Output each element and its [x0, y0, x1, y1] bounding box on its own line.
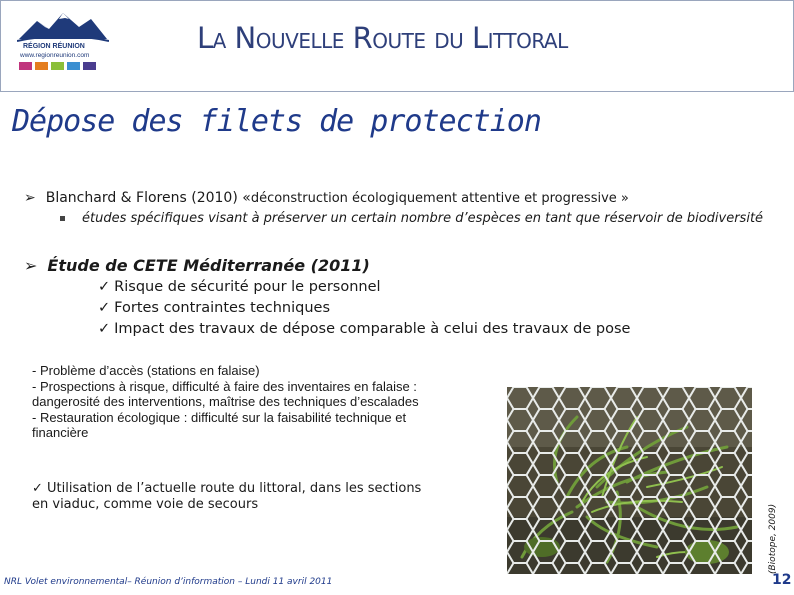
- swatch-2: [35, 62, 48, 70]
- logo-website: www.regionreunion.com: [20, 52, 90, 59]
- check-icon: ✓: [32, 481, 43, 496]
- banner-title: La Nouvelle Route du Littoral: [197, 21, 568, 55]
- region-reunion-logo: [17, 9, 109, 71]
- usage-text: Utilisation de l’actuelle route du littoral, dans les sections en viaduc, comme voie de secours: [32, 481, 422, 512]
- logo-org-name: RÉGION RÉUNION: [23, 43, 85, 50]
- page-number: 12: [772, 572, 792, 588]
- bullet-blanchard: [24, 190, 794, 206]
- check-icon: ✓: [98, 321, 111, 337]
- header-banner: [0, 0, 794, 92]
- problem-item: - Restauration écologique : difficulté sur la faisabilité technique et financière: [32, 409, 407, 440]
- check-item: [98, 319, 630, 340]
- mountain-logo-icon: [17, 9, 109, 43]
- swatch-1: [19, 62, 32, 70]
- square-bullet-icon: [60, 216, 65, 221]
- check-icon: ✓: [98, 279, 111, 295]
- bullet-main-text: Blanchard & Florens (2010) «: [45, 190, 251, 206]
- net-vegetation-image: [507, 387, 752, 574]
- sub-bullet-etudes: [60, 211, 770, 227]
- problem-item: - Problème d’accès (stations en falaise): [32, 363, 260, 378]
- check-list: [98, 277, 630, 340]
- check-item: [98, 277, 630, 298]
- swatch-3: [51, 62, 64, 70]
- slide-title: Dépose des filets de protection: [12, 104, 541, 139]
- check-item: [98, 298, 630, 319]
- swatch-4: [67, 62, 80, 70]
- check-icon: ✓: [98, 300, 111, 316]
- logo-color-swatches: [19, 62, 96, 70]
- bullet-cete-text: Étude de CETE Méditerranée (2011): [47, 256, 370, 275]
- check-item-text: Impact des travaux de dépose comparable à celui des travaux de pose: [114, 321, 631, 337]
- problem-item: - Prospections à risque, difficulté à faire des inventaires en falaise : dangerosité des interventions, maîtrise des techniques d’escalades: [32, 378, 419, 409]
- usage-note: [32, 481, 432, 513]
- arrow-bullet-icon: ➢: [24, 256, 38, 275]
- bullet-emphasis-text: déconstruction écologiquement attentive et progressive »: [250, 191, 629, 206]
- check-item-text: Risque de sécurité pour le personnel: [114, 279, 381, 295]
- swatch-5: [83, 62, 96, 70]
- bullet-cete: [24, 256, 370, 275]
- arrow-bullet-icon: ➢: [24, 190, 36, 206]
- protection-net-photo: [507, 387, 752, 574]
- sub-bullet-text: études spécifiques visant à préserver un certain nombre d’espèces en tant que réservoir de biodiversité: [82, 211, 764, 226]
- problems-list: [32, 363, 432, 441]
- check-item-text: Fortes contraintes techniques: [114, 300, 330, 316]
- photo-credit: (Biotope, 2009): [768, 503, 778, 574]
- footer-text: NRL Volet environnemental– Réunion d’information – Lundi 11 avril 2011: [4, 577, 333, 587]
